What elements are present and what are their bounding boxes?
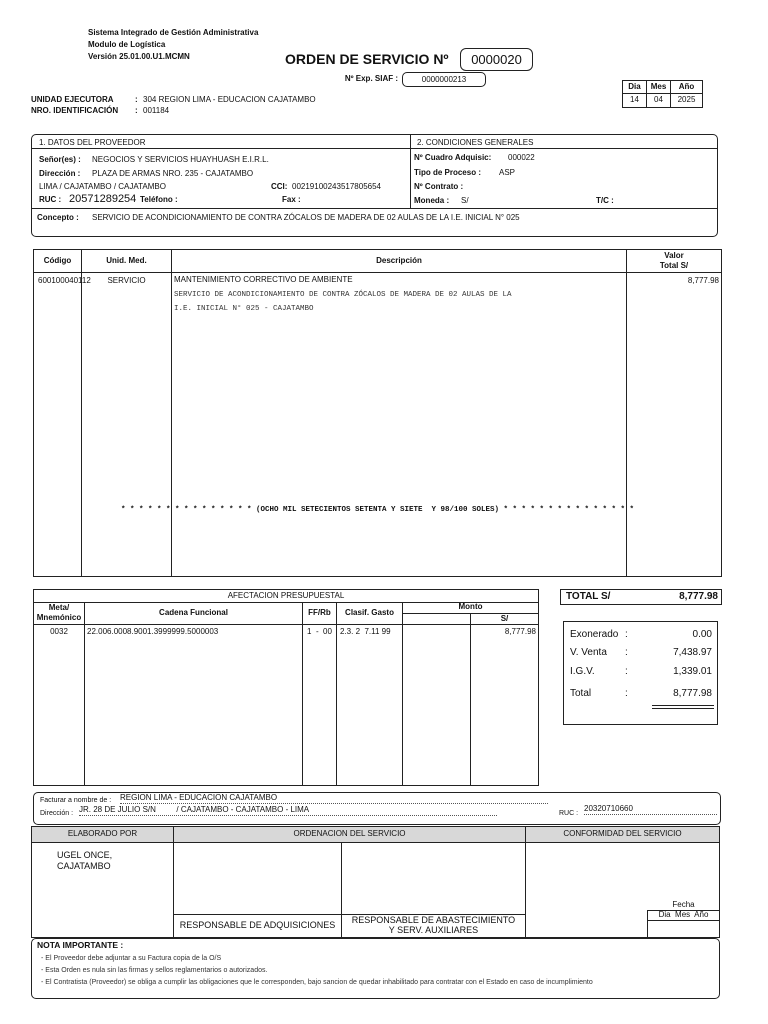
col-value-header-line1: Valor: [664, 251, 684, 260]
igv-colon: :: [625, 666, 628, 677]
sum-colon: :: [625, 688, 628, 699]
fecha-label: Fecha: [672, 900, 695, 910]
proceso-label: Tipo de Proceso :: [414, 168, 481, 177]
id-colon: :: [135, 106, 138, 115]
ffrb-header: FF/Rb: [308, 608, 331, 618]
date-box: [622, 80, 703, 108]
item-value: 8,777.98: [687, 276, 719, 285]
date-day-label: Dia: [628, 81, 641, 91]
moneda-label: Moneda :: [414, 196, 450, 205]
item-code: 600100040112: [38, 276, 91, 285]
cuadro-label: Nº Cuadro Adquisic:: [414, 153, 492, 162]
col-value-header: [627, 251, 721, 271]
signatures-section: [31, 826, 720, 938]
bill-to-value: REGION LIMA - EDUCACION CAJATAMBO: [120, 793, 548, 804]
date-year: 2025: [677, 95, 696, 105]
provider-name: NEGOCIOS Y SERVICIOS HUAYHUASH E.I.R.L.: [92, 155, 269, 164]
date-year-label: Año: [678, 81, 695, 91]
notes-list: [41, 953, 593, 989]
items-table: [33, 249, 722, 577]
contrato-label: Nº Contrato :: [414, 182, 464, 191]
budget-clasif: 2.3. 2 7.11 99: [340, 627, 391, 636]
meta-header-line2: Mnemónico: [36, 613, 82, 622]
note-line: - El Proveedor debe adjuntar a su Factura copia de la O/S: [41, 955, 222, 962]
item-title: MANTENIMIENTO CORRECTIVO DE AMBIENTE: [174, 275, 353, 284]
igv-value: 1,339.01: [673, 666, 712, 677]
item-detail-line2: I.E. INICIAL N° 025 - CAJATAMBO: [174, 305, 314, 313]
conditions-header: 2. CONDICIONES GENERALES: [417, 138, 534, 147]
elaborado-by: [57, 850, 112, 872]
date-day: 14: [630, 95, 639, 105]
meta-header: [34, 603, 84, 623]
exp-siaf-value: 0000000213: [402, 72, 486, 87]
provider-fax-label: Fax :: [282, 195, 301, 204]
provider-cci-label: CCI:: [271, 182, 288, 191]
cuadro-value: 000022: [508, 153, 535, 162]
budget-meta: 0032: [50, 627, 68, 636]
cadena-header: Cadena Funcional: [159, 608, 228, 618]
sum-label: Total: [570, 688, 592, 699]
bill-to-label: Facturar a nombre de :: [40, 797, 112, 804]
conformidad-header: CONFORMIDAD DEL SERVICIO: [563, 829, 682, 839]
exonerado-colon: :: [625, 629, 628, 640]
unit-colon: :: [135, 95, 138, 104]
order-title: ORDEN DE SERVICIO Nº: [285, 51, 449, 67]
provider-location: LIMA / CAJATAMBO / CAJATAMBO: [39, 182, 166, 191]
resp-adquisiciones: RESPONSABLE DE ADQUISICIONES: [179, 920, 336, 931]
budget-ffrb: 1 - 00: [307, 627, 332, 636]
amount-in-words: * * * * * * * * * * * * * * * (OCHO MIL SETECIENTOS SETENTA Y SIETE Y 98/100 SOLES) * * * * * * * * * * * * * * *: [120, 506, 635, 514]
billing-address: [79, 805, 497, 816]
monto-currency-header: S/: [500, 613, 509, 623]
total-label: TOTAL S/: [566, 591, 611, 602]
elaborado-line2: CAJATAMBO: [57, 861, 111, 871]
billing-address-street: JR. 28 DE JULIO S/N: [79, 805, 156, 814]
tc-label: T/C :: [596, 196, 614, 205]
id-value: 001184: [143, 106, 170, 115]
exonerado-value: 0.00: [692, 629, 712, 640]
elaborado-line1: UGEL ONCE,: [57, 850, 113, 860]
system-module: Modulo de Logística: [88, 40, 166, 49]
billing-section: [33, 792, 721, 825]
date-month-label: Mes: [650, 81, 667, 91]
billing-address-label: Dirección :: [40, 810, 74, 817]
item-unit: SERVICIO: [107, 276, 146, 285]
item-detail-line1: SERVICIO DE ACONDICIONAMIENTO DE CONTRA ZÓCALOS DE MADERA DE 02 AULAS DE LA: [174, 291, 512, 299]
note-line: - Esta Orden es nula sin las firmas y sellos reglamentarios o autorizados.: [41, 967, 268, 974]
exonerado-label: Exonerado: [570, 629, 619, 640]
system-header: [88, 27, 258, 63]
budget-amount: 8,777.98: [504, 627, 536, 636]
system-name: Sistema Integrado de Gestión Administrativa: [88, 28, 259, 37]
provider-address-label: Dirección :: [39, 169, 81, 178]
col-value-header-line2: Total S/: [659, 261, 689, 270]
proceso-value: ASP: [499, 168, 516, 177]
order-number: 0000020: [460, 48, 533, 71]
provider-header: 1. DATOS DEL PROVEEDOR: [39, 138, 146, 147]
budget-cadena: 22.006.0008.9001.3999999.5000003: [87, 627, 219, 636]
fecha-columns: Dia Mes Año: [658, 910, 709, 920]
total-box: [560, 589, 722, 605]
igv-label: I.G.V.: [570, 666, 595, 677]
col-description-header: Descripción: [376, 255, 422, 265]
exp-siaf-label: Nº Exp. SIAF :: [344, 74, 398, 83]
billing-ruc-label: RUC :: [559, 810, 579, 817]
notes-title: NOTA IMPORTANTE :: [37, 940, 124, 950]
col-code-header: Código: [43, 255, 72, 265]
total-value: 8,777.98: [679, 591, 718, 602]
provider-cci: 00219100243517805654: [292, 182, 381, 191]
provider-ruc-label: RUC :: [39, 195, 62, 204]
budget-header: AFECTACION PRESUPUESTAL: [227, 590, 345, 600]
billing-address-city: / CAJATAMBO - CAJATAMBO - LIMA: [176, 805, 310, 814]
resp-abast-line2: Y SERV. AUXILIARES: [388, 925, 479, 935]
clasif-header: Clasif. Gasto: [345, 608, 394, 618]
item-detail: [174, 288, 512, 316]
system-version: Versión 25.01.00.U1.MCMN: [88, 52, 190, 61]
monto-header: Monto: [458, 602, 483, 612]
note-line: - El Contratista (Proveedor) se obliga a cumplir las obligaciones que le corresponden, bajo sancion de quedar inhabilitado para contratar con el Estado en caso de incumplimiento: [41, 979, 593, 986]
resp-abastecimiento: [342, 915, 525, 935]
concept-text: SERVICIO DE ACONDICIONAMIENTO DE CONTRA ZÓCALOS DE MADERA DE 02 AULAS DE LA I.E. INICIAL N° 025: [92, 213, 520, 222]
budget-table: [33, 589, 539, 786]
moneda-value: S/: [461, 196, 469, 205]
notes-section: [31, 938, 720, 999]
col-unit-header: Unid. Med.: [106, 255, 147, 265]
sum-value: 8,777.98: [673, 688, 712, 699]
venta-colon: :: [625, 647, 628, 658]
totals-breakdown: [563, 621, 718, 725]
ordenacion-header: ORDENACION DEL SERVICIO: [293, 829, 406, 839]
resp-abast-line1: RESPONSABLE DE ABASTECIMIENTO: [351, 915, 516, 925]
provider-name-label: Señor(es) :: [39, 155, 81, 164]
meta-header-line1: Meta/: [48, 603, 70, 612]
provider-address: PLAZA DE ARMAS NRO. 235 - CAJATAMBO: [92, 169, 254, 178]
concept-label: Concepto :: [37, 213, 79, 222]
date-month: 04: [654, 95, 663, 105]
venta-value: 7,438.97: [673, 647, 712, 658]
provider-phone-label: Teléfono :: [140, 195, 178, 204]
provider-section: [31, 134, 718, 237]
billing-ruc: 20320710660: [584, 804, 717, 815]
venta-label: V. Venta: [570, 647, 607, 658]
id-label: NRO. IDENTIFICACIÓN: [31, 106, 119, 115]
elaborado-header: ELABORADO POR: [67, 829, 138, 839]
provider-ruc: 20571289254: [69, 193, 137, 205]
unit-value: 304 REGION LIMA - EDUCACION CAJATAMBO: [143, 95, 316, 104]
unit-label: UNIDAD EJECUTORA: [31, 95, 114, 104]
